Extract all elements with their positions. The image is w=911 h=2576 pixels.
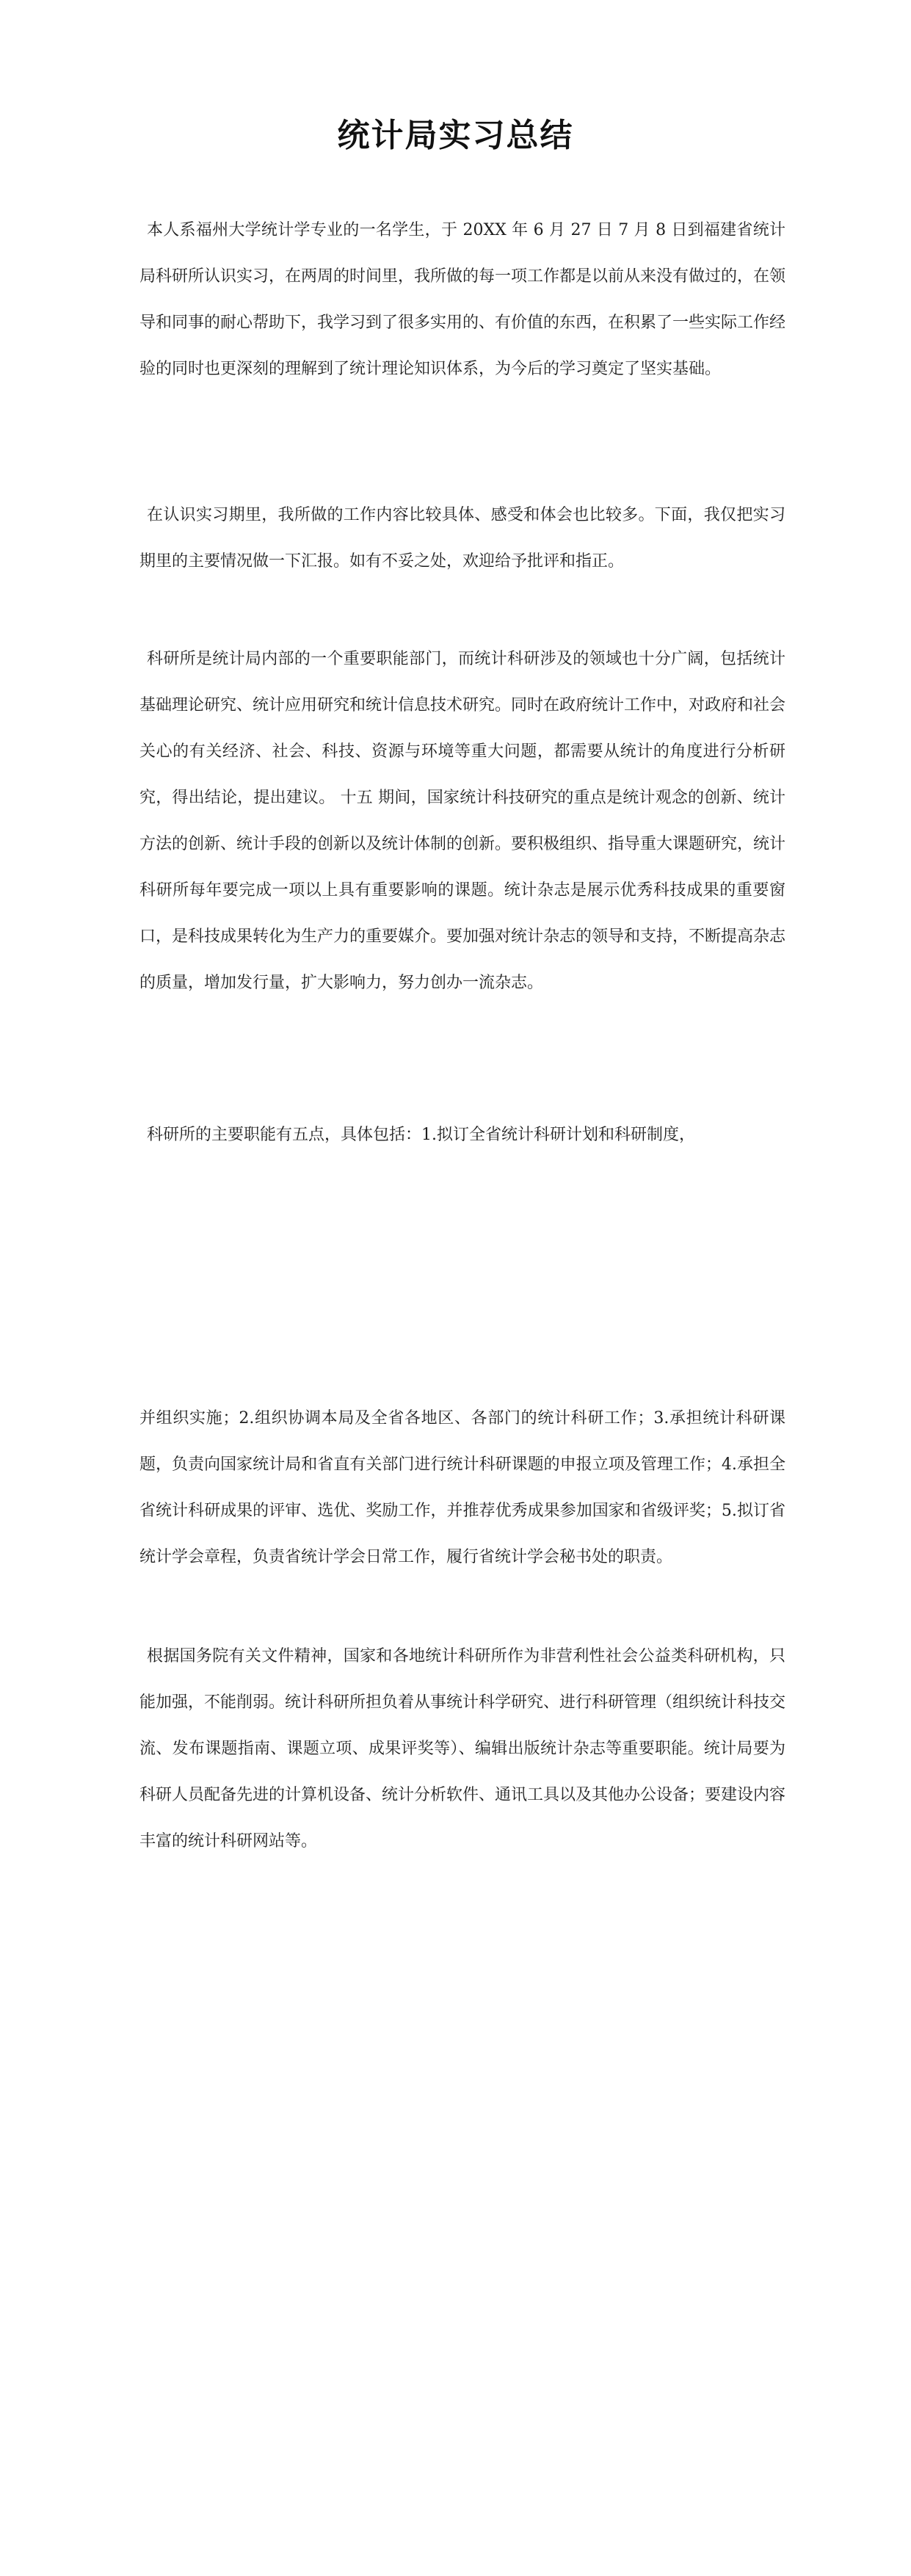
document-title: 统计局实习总结 [337, 117, 574, 154]
paragraph-state-council: 根据国务院有关文件精神，国家和各地统计科研所作为非营利性社会公益类科研机构，只能加强，不能削弱。统计科研所担负着从事统计科学研究、进行科研管理（组织统计科技交流、发布课题指南、课题立项、成果评奖等）、编辑出版统计杂志等重要职能。统计局要为科研人员配备先进的计算机设备、统计分析软件、通讯工具以及其他办公设备；要建设内容丰富的统计科研网站等。 [139, 1647, 786, 1850]
paragraph-functions-start: 科研所的主要职能有五点，具体包括：1.拟订全省统计科研计划和科研制度， [147, 1126, 695, 1144]
paragraph-functions-continued: 并组织实施；2.组织协调本局及全省各地区、各部门的统计科研工作；3.承担统计科研课题，负责向国家统计局和省直有关部门进行统计科研课题的申报立项及管理工作；4.承担全省统计科研成果的评审、选优、奖励工作，并推荐优秀成果参加国家和省级评奖；5.拟订省统计学会章程，负责省统计学会日常工作，履行省统计学会秘书处的职责。 [139, 1409, 785, 1566]
paragraph-research-institute: 科研所是统计局内部的一个重要职能部门，而统计科研涉及的领域也十分广阔，包括统计基础理论研究、统计应用研究和统计信息技术研究。同时在政府统计工作中，对政府和社会关心的有关经济、社会、科技、资源与环境等重大问题，都需要从统计的角度进行分析研究，得出结论，提出建议。 十五 期间，国家统计科技研究的重点是统计观念的创新、统计方法的创新、统计手段的创新以及统计体制的创新。要积极组织、指导重大课题研究，统计科研所每年要完成一项以上具有重要影响的课题。统计杂志是展示优秀科技成果的重要窗口，是科技成果转化为生产力的重要媒介。要加强对统计杂志的领导和支持，不断提高杂志的质量，增加发行量，扩大影响力，努力创办一流杂志。 [139, 650, 786, 992]
paragraph-intro: 本人系福州大学统计学专业的一名学生，于 20XX 年 6 月 27 日 7 月 8 日到福建省统计局科研所认识实习，在两周的时间里，我所做的每一项工作都是以前从来没有做过的，在领导和同事的耐心帮助下，我学习到了很多实用的、有价值的东西，在积累了一些实际工作经验的同时也更深刻的理解到了统计理论知识体系，为今后的学习奠定了坚实基础。 [139, 221, 786, 378]
paragraph-report-preface: 在认识实习期里，我所做的工作内容比较具体、感受和体会也比较多。下面，我仅把实习期里的主要情况做一下汇报。如有不妥之处，欢迎给予批评和指正。 [139, 506, 785, 571]
